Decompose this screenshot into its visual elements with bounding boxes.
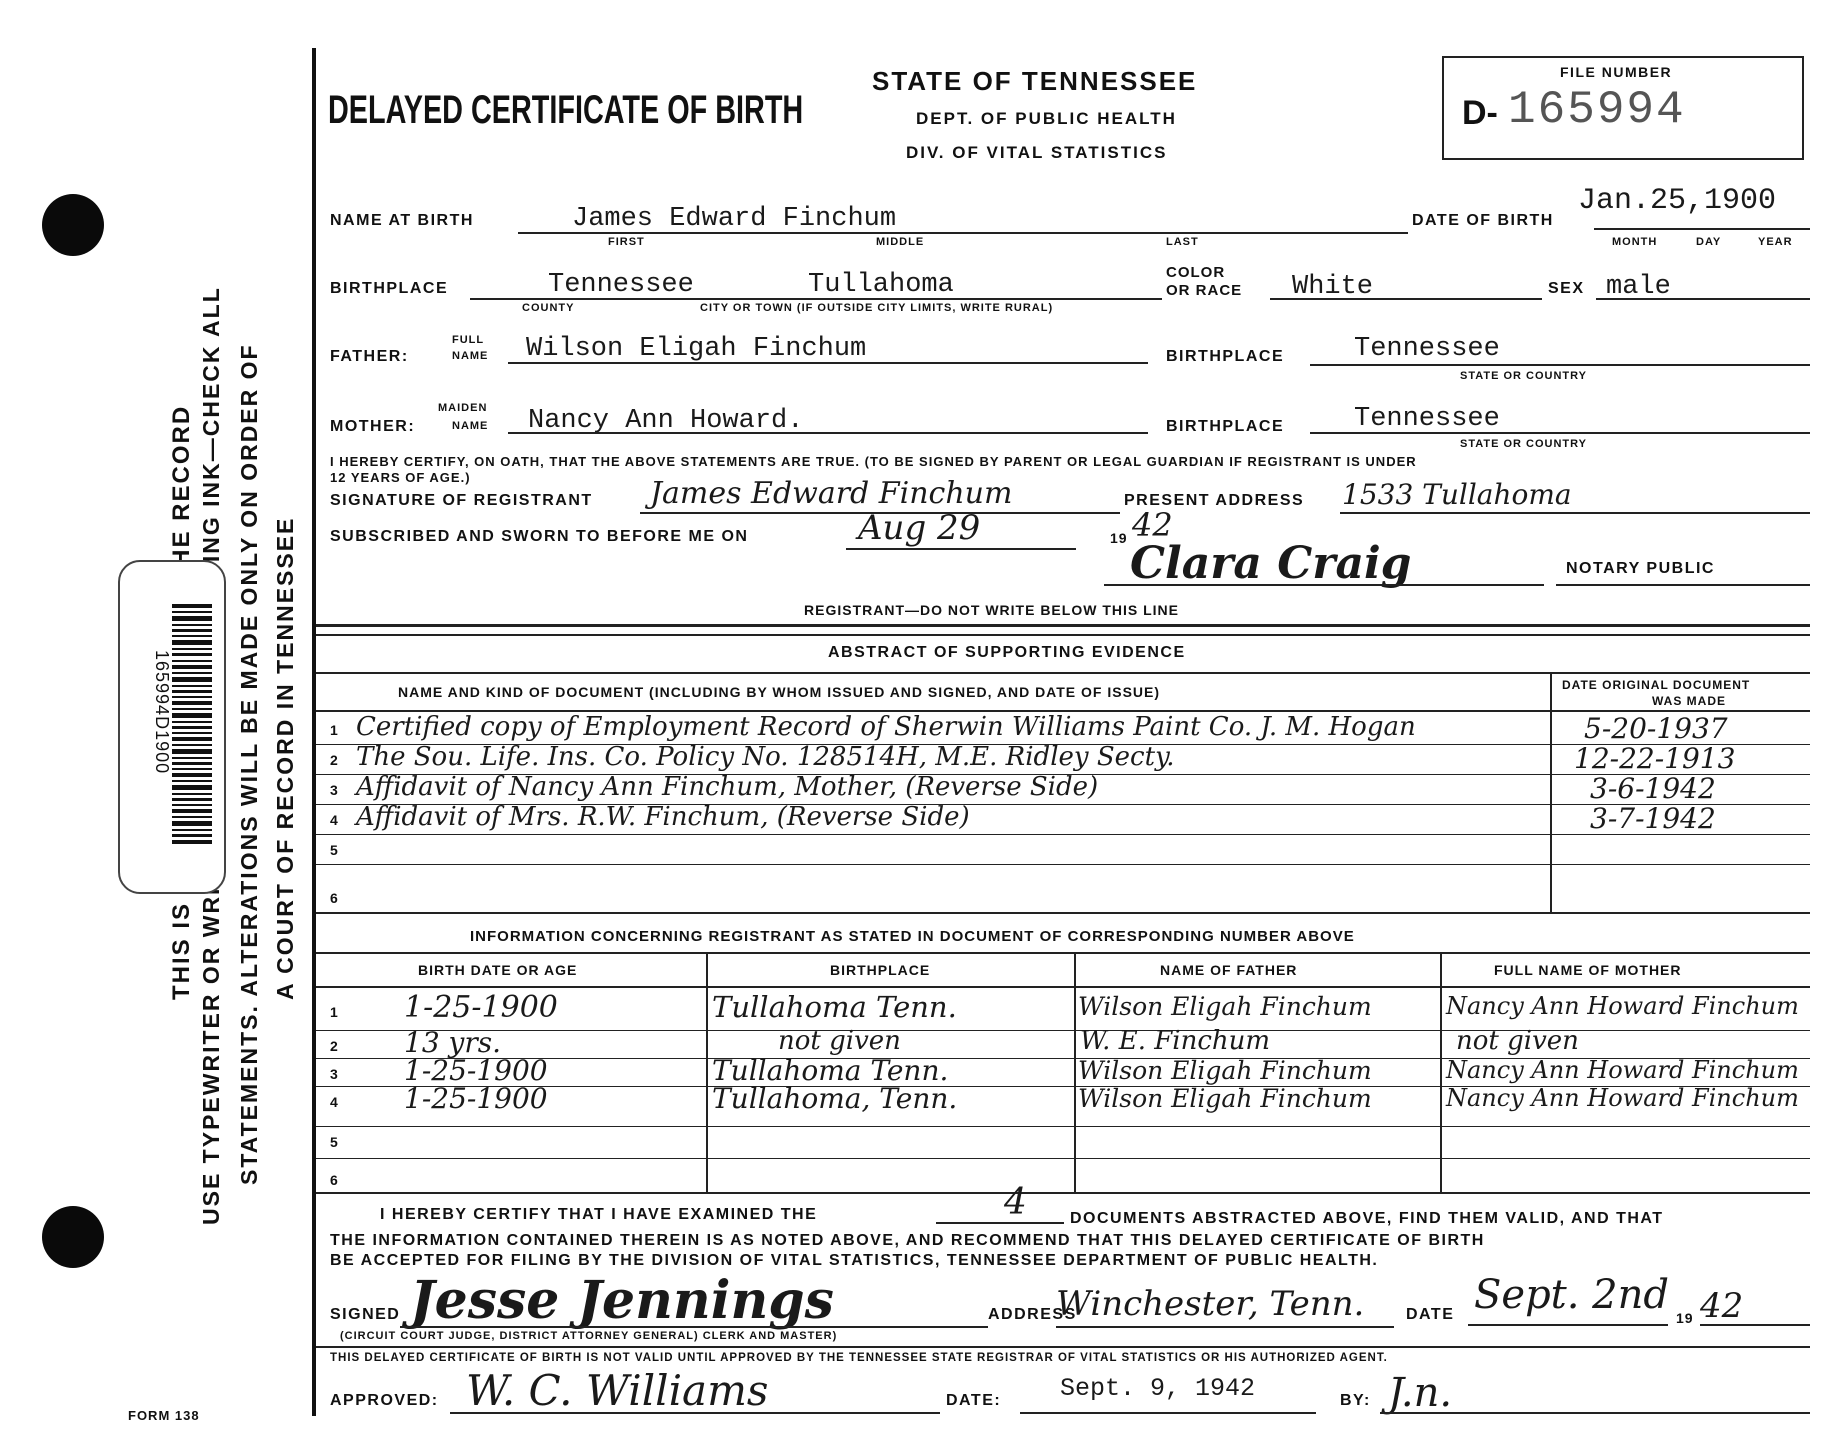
approval-date-line <box>1020 1412 1316 1414</box>
examiner-address: Winchester, Tenn. <box>1056 1284 1365 1324</box>
punch-hole-bottom <box>42 1206 104 1268</box>
by-line <box>1380 1412 1810 1414</box>
abstract-bottom-rule <box>316 912 1810 914</box>
info-row-number: 5 <box>330 1134 338 1150</box>
notary-signature: Clara Craig <box>1130 538 1412 589</box>
info-title: INFORMATION CONCERNING REGISTRANT AS STATED IN DOCUMENT OF CORRESPONDING NUMBER ABOVE <box>470 928 1355 945</box>
mother-maiden-label: MAIDEN <box>438 402 488 414</box>
mother-name: Nancy Ann Howard. <box>528 406 804 436</box>
abstract-title: ABSTRACT OF SUPPORTING EVIDENCE <box>828 644 1186 661</box>
div-heading: DIV. OF VITAL STATISTICS <box>906 143 1168 162</box>
abstract-row-document: Certified copy of Employment Record of Sherwin Williams Paint Co. J. M. Hogan <box>356 712 1416 742</box>
father-state-label: STATE OR COUNTRY <box>1460 370 1588 382</box>
info-header-rule <box>316 986 1810 988</box>
mother-birthplace-line <box>1310 432 1810 434</box>
info-row-mother: Nancy Ann Howard Finchum <box>1446 992 1799 1020</box>
notary-line <box>1104 584 1544 586</box>
approved-label: APPROVED: <box>330 1392 439 1409</box>
abstract-row-document: The Sou. Life. Ins. Co. Policy No. 128514H, M.E. Ridley Secty. <box>356 742 1175 772</box>
side-text-certified-copy: THIS IS THE RECORD <box>168 404 195 1000</box>
info-row-rule <box>316 1158 1810 1159</box>
side-text-statements: STATEMENTS. ALTERATIONS WILL BE MADE ONLY ON ORDER OF <box>236 343 262 1185</box>
county-label: COUNTY <box>522 302 575 314</box>
name-at-birth-label: NAME AT BIRTH <box>330 212 474 229</box>
info-bottom-rule <box>316 1192 1810 1194</box>
info-row-age: 13 yrs. <box>404 1026 502 1059</box>
info-row-birthplace: not given <box>778 1026 901 1056</box>
exam-count-line <box>936 1222 1064 1224</box>
abstract-row-document: Affidavit of Mrs. R.W. Finchum, (Reverse Side) <box>356 802 970 832</box>
approval-rule <box>316 1346 1810 1348</box>
state-heading: STATE OF TENNESSEE <box>872 66 1198 96</box>
side-text-court: A COURT OF RECORD IN TENNESSEE <box>272 516 298 1000</box>
sworn-year-prefix: 19 <box>1110 530 1128 546</box>
father-name: Wilson Eligah Finchum <box>526 334 867 364</box>
info-row-number: 1 <box>330 1004 338 1020</box>
file-number-box <box>1442 56 1804 160</box>
info-col-divider-2 <box>1074 952 1076 1192</box>
city-label: CITY OR TOWN (IF OUTSIDE CITY LIMITS, WRITE RURAL) <box>700 302 1054 314</box>
registrant-signature: James Edward Finchum <box>650 476 1013 511</box>
file-number-label: FILE NUMBER <box>1560 64 1673 80</box>
oath-certify-text: I HEREBY CERTIFY, ON OATH, THAT THE ABOVE STATEMENTS ARE TRUE. (TO BE SIGNED BY PARENT OR LEGAL GUARDIAN IF REGISTRANT IS UNDER <box>330 454 1417 469</box>
registrant-name: James Edward Finchum <box>572 204 897 234</box>
date-of-birth-label: DATE OF BIRTH <box>1412 212 1554 229</box>
mother-label: MOTHER: <box>330 418 416 435</box>
exam-date: Sept. 2nd <box>1474 1272 1669 1318</box>
sworn-label: SUBSCRIBED AND SWORN TO BEFORE ME ON <box>330 528 749 545</box>
do-not-write-label: REGISTRANT—DO NOT WRITE BELOW THIS LINE <box>804 602 1179 618</box>
examiner-signature-line <box>400 1326 988 1328</box>
info-row-father: Wilson Eligah Finchum <box>1078 1084 1372 1113</box>
info-row-age: 1-25-1900 <box>404 1082 548 1115</box>
approved-line <box>450 1412 940 1414</box>
exam-text-2: THE INFORMATION CONTAINED THEREIN IS AS NOTED ABOVE, AND RECOMMEND THAT THIS DELAYED CERTIFICATE OF BIRTH <box>330 1232 1485 1249</box>
abstract-row-number: 2 <box>330 752 338 768</box>
exam-text-1b: DOCUMENTS ABSTRACTED ABOVE, FIND THEM VALID, AND THAT <box>1070 1210 1664 1227</box>
info-header-mother: FULL NAME OF MOTHER <box>1494 962 1682 978</box>
mother-name-label: NAME <box>452 420 489 432</box>
exam-date-label: DATE <box>1406 1306 1455 1323</box>
abstract-row-date: 5-20-1937 <box>1584 712 1728 745</box>
month-label: MONTH <box>1612 236 1658 248</box>
abstract-row-rule <box>316 864 1810 865</box>
examiner-address-line <box>1056 1326 1394 1328</box>
abstract-row-number: 3 <box>330 782 338 798</box>
abstract-row-date: 3-7-1942 <box>1590 802 1716 835</box>
abstract-row-number: 4 <box>330 812 338 828</box>
father-birthplace: Tennessee <box>1354 334 1500 364</box>
sex-value: male <box>1606 272 1671 302</box>
examiner-signature: Jesse Jennings <box>410 1270 834 1331</box>
info-title-rule <box>316 952 1810 954</box>
father-line <box>508 362 1148 364</box>
mother-state-label: STATE OR COUNTRY <box>1460 438 1588 450</box>
info-row-mother: Nancy Ann Howard Finchum <box>1446 1056 1799 1084</box>
present-address: 1533 Tullahoma <box>1342 478 1572 511</box>
address-line <box>1340 512 1810 514</box>
notary-line-right <box>1556 584 1810 586</box>
info-header-father: NAME OF FATHER <box>1160 962 1298 978</box>
father-full-label: FULL <box>452 334 485 346</box>
name-line <box>518 232 1408 234</box>
birthplace-label: BIRTHPLACE <box>330 280 449 297</box>
info-header-birthplace: BIRTHPLACE <box>830 962 931 978</box>
first-label: FIRST <box>608 236 645 248</box>
race-label: OR RACE <box>1166 282 1243 299</box>
info-col-divider-3 <box>1440 952 1442 1192</box>
sex-line <box>1596 298 1810 300</box>
date-header-1: DATE ORIGINAL DOCUMENT <box>1562 678 1751 692</box>
sex-label: SEX <box>1548 280 1585 297</box>
last-label: LAST <box>1166 236 1199 248</box>
info-row-number: 2 <box>330 1038 338 1054</box>
exam-date-line <box>1468 1324 1668 1326</box>
birth-county: Tennessee <box>548 270 694 300</box>
file-prefix: D- <box>1462 94 1498 132</box>
day-label: DAY <box>1696 236 1722 248</box>
date-header-2: WAS MADE <box>1652 694 1726 708</box>
by-label: BY: <box>1340 1392 1371 1409</box>
doc-header: NAME AND KIND OF DOCUMENT (INCLUDING BY WHOM ISSUED AND SIGNED, AND DATE OF ISSUE) <box>398 684 1161 700</box>
info-row-rule <box>316 1126 1810 1127</box>
father-name-label: NAME <box>452 350 489 362</box>
barcode-number: 165994D1900 <box>152 650 172 775</box>
color-line <box>1270 298 1542 300</box>
info-row-number: 4 <box>330 1094 338 1110</box>
father-birthplace-line <box>1310 364 1810 366</box>
exam-year-prefix: 19 <box>1676 1310 1694 1326</box>
info-row-mother: not given <box>1456 1026 1579 1056</box>
father-birthplace-label: BIRTHPLACE <box>1166 348 1285 365</box>
certificate-title: DELAYED CERTIFICATE OF BIRTH <box>328 88 804 132</box>
oath-certify-text-2: 12 YEARS OF AGE.) <box>330 470 471 485</box>
info-header-age: BIRTH DATE OR AGE <box>418 962 578 978</box>
approval-date-label: DATE: <box>946 1392 1002 1409</box>
info-row-father: Wilson Eligah Finchum <box>1078 992 1372 1021</box>
info-row-rule <box>316 1030 1810 1031</box>
abstract-row-date: 12-22-1913 <box>1574 742 1736 775</box>
abstract-title-rule <box>316 672 1810 674</box>
abstract-row-rule <box>316 834 1810 835</box>
dob-line <box>1594 228 1810 230</box>
date-of-birth: Jan.25,1900 <box>1578 184 1777 218</box>
abstract-row-number: 1 <box>330 722 338 738</box>
info-row-father: W. E. Finchum <box>1080 1026 1271 1056</box>
abstract-date-divider <box>1550 672 1552 912</box>
notary-public-label: NOTARY PUBLIC <box>1566 560 1715 577</box>
mother-line <box>508 432 1148 434</box>
approved-signature: W. C. Williams <box>466 1366 769 1415</box>
barcode-label <box>118 560 226 894</box>
birthplace-line <box>470 298 1162 300</box>
exam-year: 42 <box>1700 1286 1744 1326</box>
info-row-birthplace: Tullahoma, Tenn. <box>712 1082 958 1115</box>
info-row-mother: Nancy Ann Howard Finchum <box>1446 1084 1799 1112</box>
year-label: YEAR <box>1758 236 1793 248</box>
abstract-row-date: 3-6-1942 <box>1590 772 1716 805</box>
middle-label: MIDDLE <box>876 236 925 248</box>
exam-title-line: (CIRCUIT COURT JUDGE, DISTRICT ATTORNEY GENERAL) CLERK AND MASTER) <box>340 1330 838 1342</box>
signed-label: SIGNED <box>330 1306 401 1323</box>
info-col-divider-1 <box>706 952 708 1192</box>
father-label: FATHER: <box>330 348 409 365</box>
info-row-birthplace: Tullahoma Tenn. <box>712 990 957 1024</box>
info-row-father: Wilson Eligah Finchum <box>1078 1056 1372 1085</box>
color-race: White <box>1292 272 1374 302</box>
exam-text-3: BE ACCEPTED FOR FILING BY THE DIVISION OF VITAL STATISTICS, TENNESSEE DEPARTMENT OF PUBLIC HEALTH. <box>330 1252 1379 1269</box>
exam-year-line <box>1700 1324 1810 1326</box>
info-row-age: 1-25-1900 <box>404 990 558 1025</box>
info-row-number: 3 <box>330 1066 338 1082</box>
color-label: COLOR <box>1166 264 1226 281</box>
approval-notice: THIS DELAYED CERTIFICATE OF BIRTH IS NOT VALID UNTIL APPROVED BY THE TENNESSEE STATE REGISTRAR OF VITAL STATISTICS OR HIS AUTHORIZED AGENT. <box>330 1352 1388 1364</box>
sworn-date-line <box>846 548 1076 550</box>
form-number: FORM 138 <box>128 1408 200 1423</box>
abstract-row-document: Affidavit of Nancy Ann Finchum, Mother, (Reverse Side) <box>356 772 1099 802</box>
by-signature: J.n. <box>1388 1370 1453 1416</box>
mother-birthplace-label: BIRTHPLACE <box>1166 418 1285 435</box>
approval-date: Sept. 9, 1942 <box>1060 1374 1256 1403</box>
section-rule-2 <box>316 634 1810 636</box>
abstract-row-number: 5 <box>330 842 338 858</box>
examiner-address-label: ADDRESS <box>988 1306 1077 1323</box>
exam-count: 4 <box>1004 1182 1027 1223</box>
info-row-age: 1-25-1900 <box>404 1054 548 1087</box>
mother-birthplace: Tennessee <box>1354 404 1500 434</box>
present-address-label: PRESENT ADDRESS <box>1124 492 1305 509</box>
barcode <box>172 604 212 844</box>
section-rule <box>316 624 1810 627</box>
info-row-number: 6 <box>330 1172 338 1188</box>
sworn-date: Aug 29 <box>858 508 981 548</box>
exam-text-1a: I HEREBY CERTIFY THAT I HAVE EXAMINED THE <box>380 1206 818 1223</box>
birth-city: Tullahoma <box>808 270 954 300</box>
file-number-value: 165994 <box>1508 84 1686 136</box>
abstract-row-number: 6 <box>330 890 338 906</box>
dept-heading: DEPT. OF PUBLIC HEALTH <box>916 109 1177 128</box>
punch-hole-top <box>42 194 104 256</box>
sworn-year: 42 <box>1132 506 1173 544</box>
signature-of-registrant-label: SIGNATURE OF REGISTRANT <box>330 492 593 509</box>
info-row-birthplace: Tullahoma Tenn. <box>712 1054 949 1087</box>
